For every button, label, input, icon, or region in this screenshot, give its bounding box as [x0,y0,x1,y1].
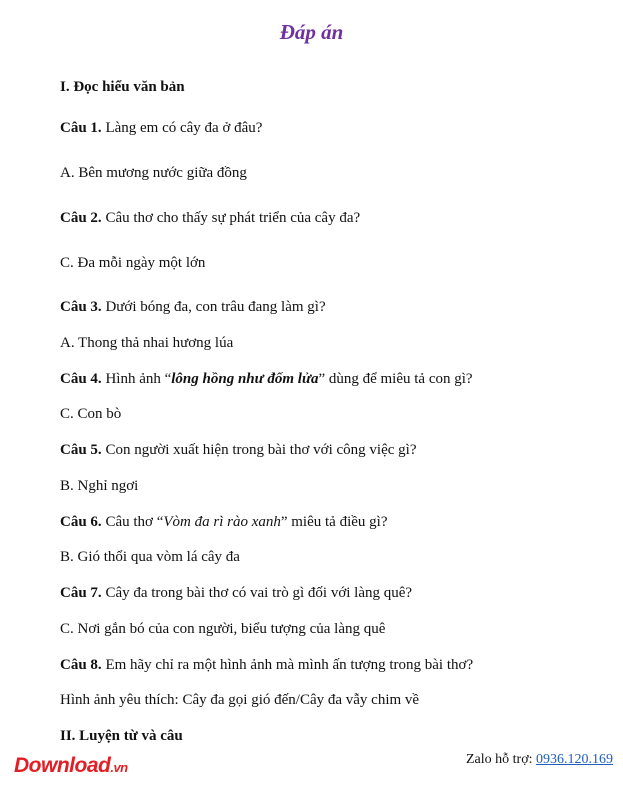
answer-8: Hình ảnh yêu thích: Cây đa gọi gió đến/Cây đa vẫy chim về [60,692,420,708]
answer-7: C. Nơi gắn bó của con người, biểu tượng của làng quê [60,621,386,637]
section-heading-vocab: II. Luyện từ và câu [60,728,183,744]
question-8 [60,656,473,674]
question-text: Cây đa trong bài thơ có vai trò gì đối với làng quê? [101,585,413,601]
document-title: Đáp án [279,20,344,44]
question-text-pre: Hình ảnh “ [101,371,172,387]
question-text: Câu thơ cho thấy sự phát triển của cây đa? [101,210,361,226]
question-text: Làng em có cây đa ở đâu? [101,120,263,136]
question-4 [60,370,473,388]
question-label: Câu 3. [60,299,102,315]
question-2 [60,209,360,227]
question-label: Câu 5. [60,442,102,458]
question-text: Dưới bóng đa, con trâu đang làm gì? [101,299,326,315]
answer-2: C. Đa mỗi ngày một lớn [60,255,206,271]
question-label: Câu 1. [60,120,102,136]
question-6 [60,513,388,531]
question-label: Câu 7. [60,585,102,601]
answer-3: A. Thong thả nhai hương lúa [60,335,234,351]
support-phone-link[interactable]: 0936.120.169 [536,752,613,767]
question-text: Em hãy chỉ ra một hình ảnh mà mình ấn tượng trong bài thơ? [101,657,474,673]
question-7 [60,584,412,602]
question-quote: lông hồng như đốm lửa [171,371,319,387]
question-label: Câu 2. [60,210,102,226]
support-label: Zalo hỗ trợ: [466,752,536,767]
logo-main-text: Download [14,754,111,777]
question-3 [60,298,326,316]
download-logo [14,754,128,778]
zalo-support [466,752,613,768]
answer-1: A. Bên mương nước giữa đồng [60,165,247,181]
answer-4: C. Con bò [60,406,122,422]
question-label: Câu 6. [60,514,102,530]
section-heading-reading: I. Đọc hiểu văn bản [60,79,185,95]
question-text: Con người xuất hiện trong bài thơ với công việc gì? [101,442,417,458]
logo-tld-text: .vn [110,760,128,775]
question-label: Câu 8. [60,657,102,673]
question-quote: Vòm đa rì rào xanh [163,514,281,530]
question-text-pre: Câu thơ “ [101,514,164,530]
question-label: Câu 4. [60,371,102,387]
answer-6: B. Gió thổi qua vòm lá cây đa [60,549,240,565]
question-5 [60,441,416,459]
question-1 [60,119,262,137]
question-text-post: ” miêu tả điều gì? [280,514,388,530]
answer-5: B. Nghỉ ngơi [60,478,139,494]
question-text-post: ” dùng để miêu tả con gì? [318,371,473,387]
